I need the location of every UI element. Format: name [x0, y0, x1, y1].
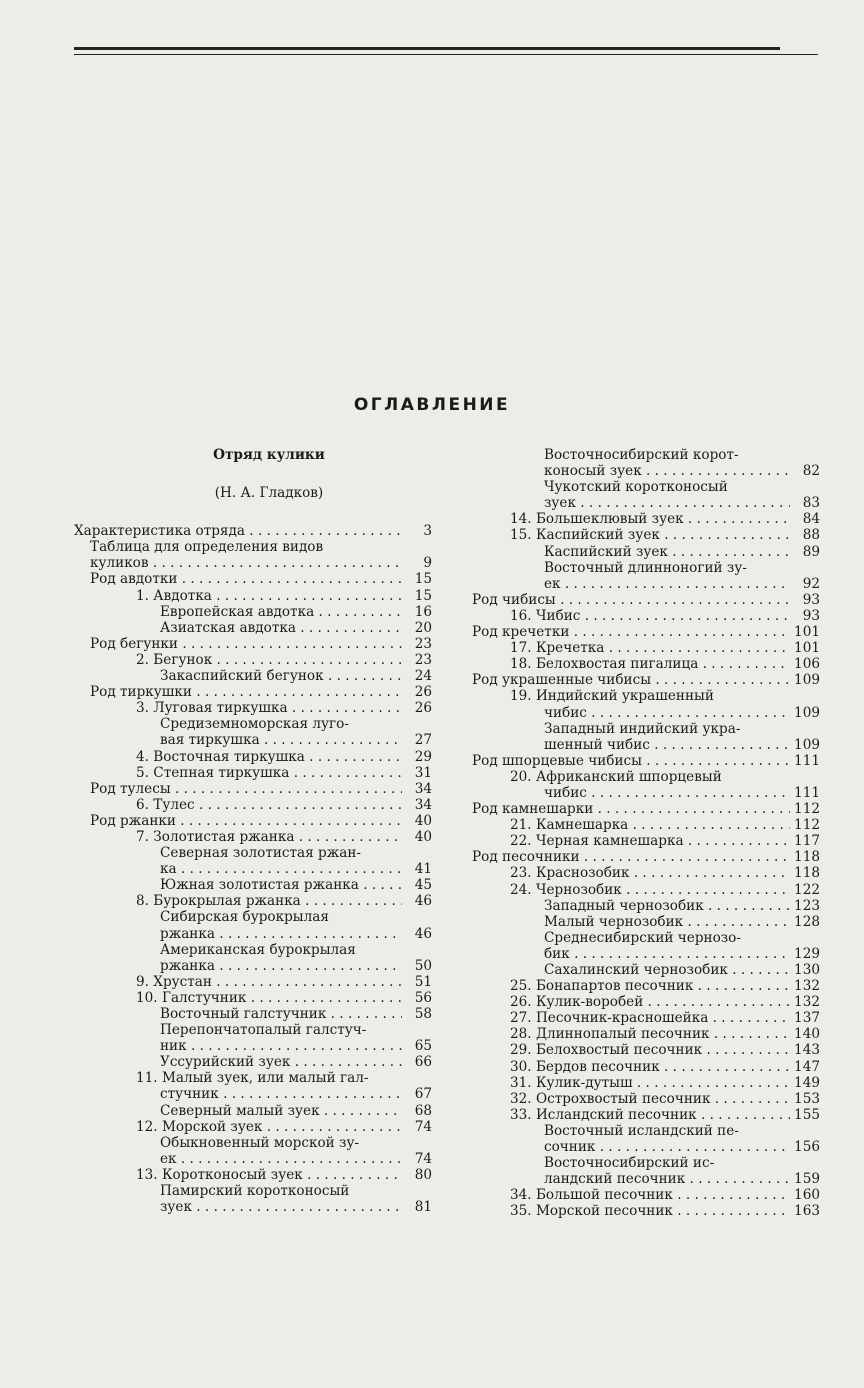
toc-entry-page: 140: [794, 1026, 820, 1043]
toc-entry-page: 101: [794, 624, 820, 641]
toc-entry-page: 149: [794, 1074, 820, 1091]
toc-entry: [472, 463, 820, 479]
toc-entry: [74, 604, 432, 620]
toc-entry-title: чибис . . .: [544, 785, 790, 801]
toc-entry-title: ландский песочник . . .: [544, 1171, 790, 1187]
toc-entry-page: 129: [794, 945, 820, 962]
toc-entry: [74, 1038, 432, 1054]
toc-entry-title: сочник . . .: [544, 1139, 790, 1155]
toc-entry-title: 29. Белохвостый песочник . . .: [510, 1042, 790, 1058]
toc-entry-page: 68: [414, 1102, 432, 1119]
toc-entry-page: 118: [794, 865, 820, 882]
toc-entry-title: 21. Камнешарка . . .: [510, 817, 790, 833]
toc-entry: [472, 608, 820, 624]
toc-entry-page: 41: [414, 861, 432, 878]
toc-right-column: [472, 447, 820, 1220]
toc-entry-page: 92: [802, 575, 820, 592]
toc-entry-page: 46: [414, 893, 432, 910]
toc-entry: [472, 882, 820, 898]
toc-entry: [74, 620, 432, 636]
toc-entry: [472, 1091, 820, 1107]
toc-entry-title: коносый зуек . . .: [544, 463, 790, 479]
toc-entry: [472, 769, 820, 785]
toc-entry-title: Американская бурокрылая: [160, 941, 356, 958]
toc-entry-title: Уссурийский зуек . . .: [160, 1054, 402, 1070]
toc-entry: [472, 994, 820, 1010]
toc-entry: [74, 893, 432, 909]
toc-entry-title: вая тиркушка . . .: [160, 732, 402, 748]
toc-entry-title: 4. Восточная тиркушка . . .: [136, 749, 402, 765]
toc-entry-page: 40: [414, 828, 432, 845]
toc-entry: [74, 926, 432, 942]
toc-entry: [74, 668, 432, 684]
toc-entry-title: Таблица для определения видов: [90, 539, 324, 556]
toc-entry-title: 30. Бердов песочник . . .: [510, 1059, 790, 1075]
toc-entry: [74, 958, 432, 974]
toc-entry: [472, 672, 820, 688]
toc-entry: [472, 817, 820, 833]
toc-entry: [74, 813, 432, 829]
toc-entry: [74, 1103, 432, 1119]
toc-entry: [472, 833, 820, 849]
toc-entry: [74, 990, 432, 1006]
toc-entry: [472, 785, 820, 801]
top-rule-thin: [74, 54, 818, 55]
toc-entry-title: 6. Тулес . . .: [136, 797, 402, 813]
toc-entry-title: Род кречетки . . .: [472, 624, 790, 640]
toc-entry-page: 84: [802, 511, 820, 528]
toc-entry-title: Сахалинский чернозобик . . .: [544, 962, 790, 978]
toc-entry-title: 17. Кречетка . . .: [510, 640, 790, 656]
author: (Н. А. Гладков): [214, 485, 324, 502]
toc-entry-page: 109: [794, 672, 820, 689]
toc-entry-page: 26: [414, 684, 432, 701]
toc-entry: [74, 1183, 432, 1199]
toc-right-list: [472, 447, 820, 1220]
toc-entry-title: Азиатская авдотка . . .: [160, 620, 402, 636]
toc-entry-title: 5. Степная тиркушка . . .: [136, 765, 402, 781]
toc-entry-title: 3. Луговая тиркушка . . .: [136, 700, 402, 716]
toc-entry: [74, 909, 432, 925]
toc-left-column: [74, 447, 432, 1215]
toc-entry: [74, 523, 432, 539]
toc-entry-page: 111: [794, 784, 820, 801]
order-heading: Отряд кулики: [213, 447, 325, 463]
toc-entry: [472, 946, 820, 962]
toc-entry: [472, 624, 820, 640]
toc-entry-page: 88: [802, 527, 820, 544]
toc-entry-title: 31. Кулик-дутыш . . .: [510, 1075, 790, 1091]
toc-entry: [472, 930, 820, 946]
toc-entry-title: Род ржанки . . .: [90, 813, 402, 829]
toc-entry-page: 46: [414, 925, 432, 942]
toc-entry: [74, 1054, 432, 1070]
toc-entry-title: 2. Бегунок . . .: [136, 652, 402, 668]
toc-entry-page: 101: [794, 640, 820, 657]
toc-entry-title: Восточный длинноногий зу-: [544, 559, 747, 576]
toc-entry-title: 18. Белохвостая пигалица . . .: [510, 656, 790, 672]
toc-entry-page: 26: [414, 700, 432, 717]
toc-entry-title: ржанка . . .: [160, 926, 402, 942]
toc-entry-title: Род шпорцевые чибисы . . .: [472, 753, 790, 769]
toc-entry-title: ек . . .: [160, 1151, 402, 1167]
toc-entry-title: 15. Каспийский зуек . . .: [510, 527, 790, 543]
toc-entry: [472, 1107, 820, 1123]
toc-entry: [74, 652, 432, 668]
toc-entry-title: бик . . .: [544, 946, 790, 962]
toc-entry: [74, 877, 432, 893]
toc-entry: [472, 721, 820, 737]
toc-entry-title: Средиземноморская луго-: [160, 716, 349, 733]
toc-entry-title: Чукотский коротконосый: [544, 479, 728, 496]
toc-entry-title: 11. Малый зуек, или малый гал-: [136, 1070, 369, 1087]
toc-entry: [74, 845, 432, 861]
toc-entry-page: 40: [414, 812, 432, 829]
toc-entry: [472, 495, 820, 511]
toc-entry-page: 51: [414, 973, 432, 990]
toc-entry: [472, 1010, 820, 1026]
toc-entry-title: Восточносибирский корот-: [544, 447, 739, 463]
toc-entry-page: 89: [802, 543, 820, 560]
toc-entry-title: 26. Кулик-воробей . . .: [510, 994, 790, 1010]
toc-entry-page: 155: [794, 1106, 820, 1123]
toc-entry: [74, 1086, 432, 1102]
toc-entry-title: зуек . . .: [544, 495, 790, 511]
toc-entry: [74, 555, 432, 571]
toc-entry-page: 50: [414, 957, 432, 974]
toc-entry-title: ка . . .: [160, 861, 402, 877]
toc-entry-page: 24: [414, 668, 432, 685]
toc-entry-page: 16: [414, 603, 432, 620]
toc-entry-page: 82: [802, 463, 820, 480]
toc-entry-title: ник . . .: [160, 1038, 402, 1054]
toc-entry: [472, 479, 820, 495]
toc-entry-title: Среднесибирский чернозо-: [544, 929, 741, 946]
toc-entry: [74, 571, 432, 587]
toc-entry-page: 132: [794, 978, 820, 995]
toc-entry-title: 28. Длиннопалый песочник . . .: [510, 1026, 790, 1042]
toc-entry: [472, 737, 820, 753]
toc-entry-page: 58: [414, 1006, 432, 1022]
toc-entry-page: 93: [802, 607, 820, 624]
toc-entry-page: 147: [794, 1058, 820, 1075]
toc-entry: [472, 1155, 820, 1171]
toc-entry-title: 32. Острохвостый песочник . . .: [510, 1091, 790, 1107]
toc-entry-page: 163: [794, 1203, 820, 1220]
toc-entry-title: Род тиркушки . . .: [90, 684, 402, 700]
toc-entry: [472, 801, 820, 817]
toc-entry: [74, 1135, 432, 1151]
toc-entry-title: ек . . .: [544, 576, 790, 592]
toc-entry: [472, 560, 820, 576]
toc-entry: [74, 765, 432, 781]
toc-entry: [472, 1187, 820, 1203]
toc-entry: [74, 539, 432, 555]
toc-entry-page: 132: [794, 994, 820, 1011]
toc-entry-title: 14. Большеклювый зуек . . .: [510, 511, 790, 527]
toc-entry: [74, 974, 432, 990]
toc-entry-page: 130: [794, 962, 820, 978]
toc-entry: [74, 829, 432, 845]
toc-entry: [472, 1139, 820, 1155]
toc-entry-page: 65: [414, 1038, 432, 1055]
toc-entry-page: 112: [794, 817, 820, 834]
toc-entry: [472, 592, 820, 608]
toc-entry: [74, 636, 432, 652]
toc-entry-title: Перепончатопалый галстуч-: [160, 1022, 367, 1039]
toc-entry: [472, 1123, 820, 1139]
toc-entry: [74, 1167, 432, 1183]
toc-entry-page: 29: [414, 748, 432, 765]
toc-entry-title: Западный индийский укра-: [544, 720, 741, 737]
toc-entry: [74, 684, 432, 700]
toc-entry-title: куликов . . .: [90, 555, 402, 571]
toc-entry-title: 25. Бонапартов песочник . . .: [510, 978, 790, 994]
toc-entry-page: 56: [414, 989, 432, 1006]
toc-entry-page: 143: [794, 1042, 820, 1059]
toc-entry-title: 23. Краснозобик . . .: [510, 865, 790, 881]
toc-entry-title: Памирский коротконосый: [160, 1183, 350, 1200]
toc-entry-title: Северная золотистая ржан-: [160, 845, 362, 862]
toc-entry: [472, 1059, 820, 1075]
toc-entry: [472, 511, 820, 527]
toc-entry-title: 7. Золотистая ржанка . . .: [136, 829, 402, 845]
toc-entry-title: 35. Морской песочник . . .: [510, 1203, 790, 1219]
toc-entry-title: Малый чернозобик . . .: [544, 914, 790, 930]
toc-entry-title: 20. Африканский шпорцевый: [510, 768, 722, 785]
toc-entry-title: Южная золотистая ржанка . . .: [160, 877, 402, 893]
toc-entry-page: 23: [414, 651, 432, 668]
toc-entry-title: 9. Хрустан . . .: [136, 974, 402, 990]
toc-entry-page: 31: [414, 764, 432, 781]
toc-entry-page: 9: [423, 555, 432, 572]
toc-entry: [74, 1070, 432, 1086]
toc-entry-title: 27. Песочник-красношейка . . .: [510, 1010, 790, 1026]
toc-entry: [74, 732, 432, 748]
toc-entry-page: 3: [423, 523, 432, 540]
toc-entry-title: 24. Чернозобик . . .: [510, 882, 790, 898]
toc-entry-title: 13. Коротконосый зуек . . .: [136, 1167, 402, 1183]
toc-entry: [472, 865, 820, 881]
top-rule: [74, 47, 780, 50]
toc-entry: [472, 849, 820, 865]
toc-entry-title: Род бегунки . . .: [90, 636, 402, 652]
toc-entry-title: 34. Большой песочник . . .: [510, 1187, 790, 1203]
toc-entry: [472, 656, 820, 672]
toc-entry-title: 10. Галстучник . . .: [136, 990, 402, 1006]
toc-entry: [74, 700, 432, 716]
toc-entry: [472, 527, 820, 543]
toc-entry: [74, 1022, 432, 1038]
toc-entry: [472, 962, 820, 978]
toc-entry-page: 156: [794, 1139, 820, 1156]
toc-entry: [472, 640, 820, 656]
toc-entry-page: 159: [794, 1171, 820, 1188]
toc-entry: [472, 1026, 820, 1042]
toc-entry-page: 80: [414, 1166, 432, 1183]
toc-entry-page: 112: [794, 801, 820, 818]
toc-entry-page: 153: [794, 1090, 820, 1107]
toc-entry: [74, 942, 432, 958]
toc-entry-page: 66: [414, 1054, 432, 1071]
toc-entry-page: 27: [414, 732, 432, 749]
toc-entry-page: 118: [794, 849, 820, 866]
toc-entry-page: 34: [414, 796, 432, 813]
toc-entry: [74, 588, 432, 604]
toc-entry-title: 22. Черная камнешарка . . .: [510, 833, 790, 849]
toc-entry-page: 15: [414, 571, 432, 588]
toc-entry-page: 15: [414, 587, 432, 604]
toc-entry-title: 8. Бурокрылая ржанка . . .: [136, 893, 402, 909]
toc-entry-page: 74: [414, 1118, 432, 1135]
toc-entry-title: Обыкновенный морской зу-: [160, 1134, 360, 1151]
toc-entry-title: Восточный галстучник . . .: [160, 1006, 402, 1022]
toc-entry: [74, 1119, 432, 1135]
toc-entry: [74, 1006, 432, 1022]
toc-entry-page: 34: [414, 780, 432, 797]
toc-entry-title: 16. Чибис . . .: [510, 608, 790, 624]
toc-entry-title: Род авдотки . . .: [90, 571, 402, 587]
toc-entry-title: Европейская авдотка . . .: [160, 604, 402, 620]
toc-entry-title: зуек . . .: [160, 1199, 402, 1215]
toc-entry: [472, 898, 820, 914]
toc-entry: [472, 1171, 820, 1187]
toc-entry-page: 137: [794, 1010, 820, 1027]
toc-entry: [74, 1151, 432, 1167]
toc-entry-title: стучник . . .: [160, 1086, 402, 1102]
toc-entry-page: 128: [794, 913, 820, 930]
toc-entry-title: Северный малый зуек . . .: [160, 1103, 402, 1119]
toc-entry-title: Род камнешарки . . .: [472, 801, 790, 817]
toc-entry: [472, 1042, 820, 1058]
toc-entry-page: 93: [802, 591, 820, 608]
toc-entry-page: 109: [794, 704, 820, 721]
toc-entry-title: Восточносибирский ис-: [544, 1155, 715, 1172]
toc-entry-title: Восточный исландский пе-: [544, 1122, 739, 1139]
toc-entry-title: Род тулесы . . .: [90, 781, 402, 797]
toc-entry: [472, 447, 820, 463]
toc-entry: [74, 781, 432, 797]
toc-entry: [472, 544, 820, 560]
toc-entry: [472, 978, 820, 994]
toc-entry-title: Род песочники . . .: [472, 849, 790, 865]
toc-entry-title: Род чибисы . . .: [472, 592, 790, 608]
toc-entry-page: 83: [802, 495, 820, 512]
toc-entry: [472, 753, 820, 769]
toc-entry: [74, 797, 432, 813]
toc-entry: [74, 716, 432, 732]
page-title: ОГЛАВЛЕНИЕ: [353, 395, 511, 415]
toc-entry-page: 122: [794, 881, 820, 898]
toc-entry: [472, 914, 820, 930]
toc-entry-title: шенный чибис . . .: [544, 737, 790, 753]
toc-entry: [74, 749, 432, 765]
toc-entry-title: чибис . . .: [544, 705, 790, 721]
toc-entry-page: 123: [794, 897, 820, 914]
toc-entry-page: 23: [414, 635, 432, 652]
toc-entry-page: 160: [794, 1187, 820, 1204]
toc-entry: [74, 861, 432, 877]
toc-entry-page: 74: [414, 1150, 432, 1167]
toc-entry-page: 106: [794, 656, 820, 673]
toc-entry-title: 19. Индийский украшенный: [510, 688, 714, 705]
toc-entry-page: 117: [794, 833, 820, 850]
toc-entry-page: 111: [794, 752, 820, 769]
toc-entry-title: 12. Морской зуек . . .: [136, 1119, 402, 1135]
toc-entry-title: Каспийский зуек . . .: [544, 544, 790, 560]
toc-entry-page: 20: [414, 619, 432, 636]
toc-entry-page: 67: [414, 1086, 432, 1103]
toc-entry: [472, 576, 820, 592]
toc-entry: [472, 688, 820, 704]
toc-entry-title: Закаспийский бегунок . . .: [160, 668, 402, 684]
toc-entry: [472, 705, 820, 721]
toc-entry-title: Сибирская бурокрылая: [160, 909, 329, 926]
toc-entry-title: 33. Исландский песочник . . .: [510, 1107, 790, 1123]
toc-entry-title: Род украшенные чибисы . . .: [472, 672, 790, 688]
toc-entry: [472, 1075, 820, 1091]
toc-entry-page: 109: [794, 736, 820, 753]
toc-entry-page: 45: [414, 877, 432, 894]
toc-entry-title: ржанка . . .: [160, 958, 402, 974]
toc-entry-page: 81: [414, 1199, 432, 1216]
toc-entry-title: 1. Авдотка . . .: [136, 588, 402, 604]
toc-entry: [472, 1203, 820, 1219]
toc-entry-title: Западный чернозобик . . .: [544, 898, 790, 914]
toc-entry-title: Характеристика отряда . . .: [74, 523, 402, 539]
toc-left-list: [74, 523, 432, 1215]
toc-entry: [74, 1199, 432, 1215]
